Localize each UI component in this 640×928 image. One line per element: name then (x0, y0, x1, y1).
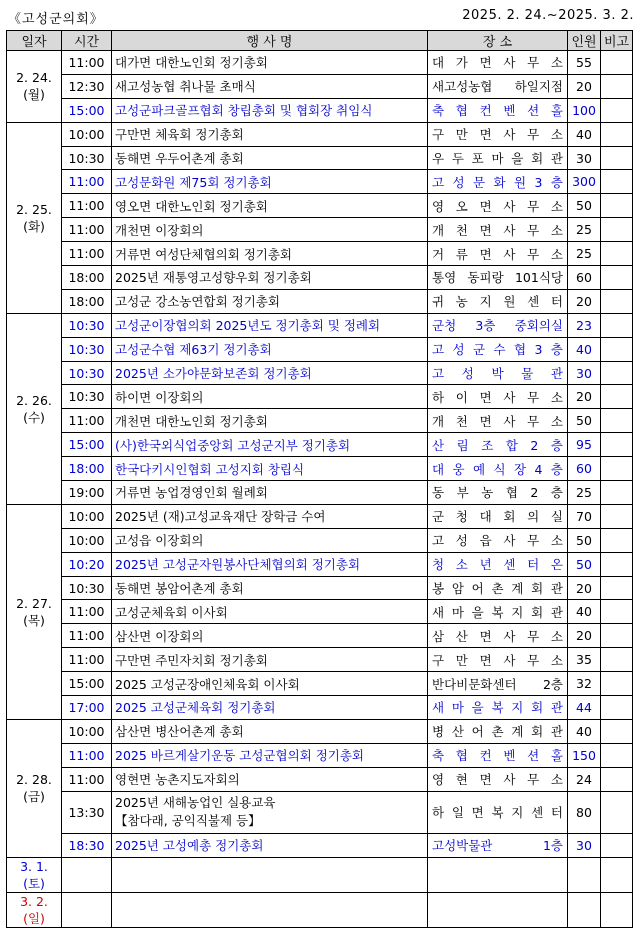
note-cell (601, 194, 633, 218)
place-cell: 삼 산 면 사 무 소 (428, 624, 568, 648)
note-cell (601, 696, 633, 720)
note-cell (601, 74, 633, 98)
table-row (7, 833, 633, 857)
note-cell (601, 743, 633, 767)
event-name-cell: 영오면 대한노인회 정기총회 (112, 194, 428, 218)
time-cell: 10:20 (62, 552, 112, 576)
place-cell: 하 일 면 복 지 센 터 (428, 791, 568, 833)
time-cell: 10:30 (62, 576, 112, 600)
table-row (7, 409, 633, 433)
table-row (7, 361, 633, 385)
attendee-count-cell: 50 (568, 194, 601, 218)
place-cell: 영 현 면 사 무 소 (428, 767, 568, 791)
attendee-count-cell: 30 (568, 146, 601, 170)
table-row (7, 242, 633, 266)
place-cell: 고 성 읍 사 무 소 (428, 528, 568, 552)
place-cell: 새고성농협 하일지점 (428, 74, 568, 98)
place-cell: 개 천 면 사 무 소 (428, 409, 568, 433)
note-cell (601, 409, 633, 433)
table-row (7, 791, 633, 833)
place-cell (428, 892, 568, 927)
time-cell (62, 892, 112, 927)
note-cell (601, 218, 633, 242)
date-cell (7, 51, 62, 123)
col-header-date: 일자 (7, 31, 62, 51)
place-cell: 귀 농 지 원 센 터 (428, 289, 568, 313)
event-name-cell: 고성문화원 제75회 정기총회 (112, 170, 428, 194)
date-label: 2. 28. (16, 772, 52, 788)
attendee-count-cell: 70 (568, 504, 601, 528)
weekday-label: (일) (23, 910, 45, 926)
attendee-count-cell: 30 (568, 361, 601, 385)
attendee-count-cell (568, 892, 601, 927)
time-cell: 10:30 (62, 313, 112, 337)
attendee-count-cell: 35 (568, 648, 601, 672)
time-cell: 10:00 (62, 122, 112, 146)
place-cell: 통영 동피랑 101식당 (428, 266, 568, 290)
table-row (7, 218, 633, 242)
time-cell: 11:00 (62, 218, 112, 242)
place-cell: 구 만 면 사 무 소 (428, 122, 568, 146)
place-cell: 우 두 포 마 을 회 관 (428, 146, 568, 170)
place-cell: 구 만 면 사 무 소 (428, 648, 568, 672)
attendee-count-cell: 40 (568, 600, 601, 624)
place-cell: 산 림 조 합 2 층 (428, 433, 568, 457)
attendee-count-cell: 50 (568, 409, 601, 433)
council-title: 《고성군의회》 (8, 12, 104, 27)
place-cell: 병 산 어 촌 계 회 관 (428, 719, 568, 743)
note-cell (601, 457, 633, 481)
note-cell (601, 857, 633, 892)
time-cell: 19:00 (62, 481, 112, 505)
event-name-cell: 2025 고성군체육회 정기총회 (112, 696, 428, 720)
time-cell: 12:30 (62, 74, 112, 98)
time-cell: 10:00 (62, 528, 112, 552)
event-name-cell: (사)한국외식업중앙회 고성군지부 정기총회 (112, 433, 428, 457)
col-header-place: 장 소 (428, 31, 568, 51)
time-cell: 13:30 (62, 791, 112, 833)
attendee-count-cell: 80 (568, 791, 601, 833)
note-cell (601, 242, 633, 266)
place-cell: 동 부 농 협 2 층 (428, 481, 568, 505)
place-cell: 군 청 대 회 의 실 (428, 504, 568, 528)
place-cell: 대 가 면 사 무 소 (428, 51, 568, 75)
event-name-cell: 한국다키시인협회 고성지회 창립식 (112, 457, 428, 481)
note-cell (601, 266, 633, 290)
place-cell: 고성박물관 1층 (428, 833, 568, 857)
attendee-count-cell: 25 (568, 242, 601, 266)
time-cell: 17:00 (62, 696, 112, 720)
date-cell (7, 857, 62, 892)
event-name-cell: 대가면 대한노인회 정기총회 (112, 51, 428, 75)
place-cell: 개 천 면 사 무 소 (428, 218, 568, 242)
time-cell: 10:00 (62, 504, 112, 528)
time-cell: 10:30 (62, 385, 112, 409)
time-cell: 11:00 (62, 767, 112, 791)
event-name-cell: 거류면 여성단체협의회 정기총회 (112, 242, 428, 266)
attendee-count-cell (568, 857, 601, 892)
col-header-note: 비고 (601, 31, 633, 51)
weekday-label: (금) (23, 789, 45, 805)
note-cell (601, 791, 633, 833)
attendee-count-cell: 25 (568, 481, 601, 505)
event-name-cell: 고성군 강소농연합회 정기총회 (112, 289, 428, 313)
table-row (7, 892, 633, 927)
event-name-cell: 2025년 고성군자원봉사단체협의회 정기총회 (112, 552, 428, 576)
time-cell: 10:00 (62, 719, 112, 743)
table-row (7, 98, 633, 122)
page-header (8, 8, 634, 28)
event-name-cell: 개천면 이장회의 (112, 218, 428, 242)
col-header-count: 인원 (568, 31, 601, 51)
time-cell: 10:30 (62, 146, 112, 170)
table-header-row (7, 31, 633, 51)
date-range: 2025. 2. 24.~2025. 3. 2. (462, 8, 634, 23)
date-cell (7, 719, 62, 857)
date-cell (7, 122, 62, 313)
note-cell (601, 313, 633, 337)
place-cell: 축 협 컨 벤 션 홀 (428, 743, 568, 767)
time-cell: 11:00 (62, 409, 112, 433)
attendee-count-cell: 40 (568, 337, 601, 361)
event-name-line: 2025년 새해농업인 실용교육 (115, 795, 276, 811)
note-cell (601, 576, 633, 600)
note-cell (601, 385, 633, 409)
event-name-cell: 고성군이장협의회 2025년도 정기총회 및 정례회 (112, 313, 428, 337)
note-cell (601, 552, 633, 576)
place-cell: 청 소 년 센 터 온 (428, 552, 568, 576)
table-row (7, 528, 633, 552)
place-cell: 영 오 면 사 무 소 (428, 194, 568, 218)
attendee-count-cell: 24 (568, 767, 601, 791)
time-cell: 18:00 (62, 266, 112, 290)
time-cell: 15:00 (62, 672, 112, 696)
date-label: 2. 25. (16, 201, 52, 217)
place-cell: 고 성 문 화 원 3 층 (428, 170, 568, 194)
event-name-cell: 삼산면 이장회의 (112, 624, 428, 648)
table-row (7, 385, 633, 409)
attendee-count-cell: 20 (568, 74, 601, 98)
place-cell: 대 웅 예 식 장 4 층 (428, 457, 568, 481)
table-row (7, 672, 633, 696)
event-name-cell: 2025년 소가야문화보존회 정기총회 (112, 361, 428, 385)
table-row (7, 481, 633, 505)
time-cell: 11:00 (62, 194, 112, 218)
attendee-count-cell: 40 (568, 122, 601, 146)
event-name-cell (112, 791, 428, 833)
event-name-cell: 2025년 고성예총 정기총회 (112, 833, 428, 857)
place-cell: 거 류 면 사 무 소 (428, 242, 568, 266)
date-cell (7, 892, 62, 927)
place-cell (428, 857, 568, 892)
note-cell (601, 146, 633, 170)
table-row (7, 313, 633, 337)
date-label: 3. 2. (20, 893, 48, 909)
table-row (7, 51, 633, 75)
note-cell (601, 481, 633, 505)
time-cell: 11:00 (62, 743, 112, 767)
time-cell: 10:30 (62, 337, 112, 361)
table-row (7, 266, 633, 290)
date-label: 2. 24. (16, 70, 52, 86)
table-row (7, 743, 633, 767)
attendee-count-cell: 20 (568, 624, 601, 648)
event-name-cell: 삼산면 병산어촌계 총회 (112, 719, 428, 743)
weekday-label: (토) (23, 875, 45, 891)
attendee-count-cell: 55 (568, 51, 601, 75)
event-name-cell (112, 857, 428, 892)
table-row (7, 146, 633, 170)
table-row (7, 648, 633, 672)
note-cell (601, 51, 633, 75)
attendee-count-cell: 23 (568, 313, 601, 337)
note-cell (601, 600, 633, 624)
schedule-table (6, 30, 633, 928)
attendee-count-cell: 60 (568, 457, 601, 481)
attendee-count-cell: 44 (568, 696, 601, 720)
table-row (7, 289, 633, 313)
event-name-cell: 동해면 우두어촌계 총회 (112, 146, 428, 170)
note-cell (601, 361, 633, 385)
attendee-count-cell: 60 (568, 266, 601, 290)
event-name-cell: 개천면 대한노인회 정기총회 (112, 409, 428, 433)
time-cell (62, 857, 112, 892)
weekday-label: (화) (23, 218, 45, 234)
time-cell: 18:00 (62, 457, 112, 481)
date-cell (7, 313, 62, 504)
table-row (7, 170, 633, 194)
time-cell: 11:00 (62, 648, 112, 672)
attendee-count-cell: 150 (568, 743, 601, 767)
attendee-count-cell: 30 (568, 833, 601, 857)
table-row (7, 457, 633, 481)
note-cell (601, 892, 633, 927)
time-cell: 10:30 (62, 361, 112, 385)
note-cell (601, 504, 633, 528)
table-row (7, 433, 633, 457)
place-cell: 군청 3층 중회의실 (428, 313, 568, 337)
table-row (7, 552, 633, 576)
col-header-event: 행 사 명 (112, 31, 428, 51)
place-cell: 축 협 컨 벤 션 홀 (428, 98, 568, 122)
date-label: 2. 26. (16, 392, 52, 408)
event-name-cell: 고성군수협 제63기 정기총회 (112, 337, 428, 361)
event-name-cell: 거류면 농업경영인회 월례회 (112, 481, 428, 505)
note-cell (601, 767, 633, 791)
table-row (7, 857, 633, 892)
event-name-cell: 고성읍 이장회의 (112, 528, 428, 552)
time-cell: 11:00 (62, 242, 112, 266)
time-cell: 11:00 (62, 600, 112, 624)
note-cell (601, 433, 633, 457)
col-header-time: 시간 (62, 31, 112, 51)
time-cell: 11:00 (62, 624, 112, 648)
attendee-count-cell: 95 (568, 433, 601, 457)
date-label: 2. 27. (16, 595, 52, 611)
time-cell: 11:00 (62, 51, 112, 75)
note-cell (601, 122, 633, 146)
event-name-cell: 새고성농협 취나물 초매식 (112, 74, 428, 98)
event-name-cell: 구만면 체육회 정기총회 (112, 122, 428, 146)
attendee-count-cell: 300 (568, 170, 601, 194)
time-cell: 15:00 (62, 98, 112, 122)
attendee-count-cell: 50 (568, 528, 601, 552)
table-row (7, 504, 633, 528)
place-cell: 새 마 을 복 지 회 관 (428, 696, 568, 720)
table-row (7, 74, 633, 98)
note-cell (601, 624, 633, 648)
event-name-cell: 동해면 봉암어촌계 총회 (112, 576, 428, 600)
table-row (7, 719, 633, 743)
note-cell (601, 833, 633, 857)
attendee-count-cell: 100 (568, 98, 601, 122)
event-name-cell: 2025년 (재)고성교육재단 장학금 수여 (112, 504, 428, 528)
table-row (7, 122, 633, 146)
time-cell: 18:00 (62, 289, 112, 313)
event-name-cell: 고성군체육회 이사회 (112, 600, 428, 624)
note-cell (601, 672, 633, 696)
time-cell: 15:00 (62, 433, 112, 457)
attendee-count-cell: 20 (568, 576, 601, 600)
weekday-label: (목) (23, 612, 45, 628)
attendee-count-cell: 25 (568, 218, 601, 242)
event-name-cell: 구만면 주민자치회 정기총회 (112, 648, 428, 672)
event-name-cell: 2025 바르게살기운동 고성군협의회 정기총회 (112, 743, 428, 767)
table-row (7, 600, 633, 624)
note-cell (601, 719, 633, 743)
attendee-count-cell: 50 (568, 552, 601, 576)
time-cell: 11:00 (62, 170, 112, 194)
attendee-count-cell: 32 (568, 672, 601, 696)
time-cell: 18:30 (62, 833, 112, 857)
attendee-count-cell: 20 (568, 289, 601, 313)
note-cell (601, 528, 633, 552)
event-name-cell: 2025 고성군장애인체육회 이사회 (112, 672, 428, 696)
event-name-cell: 2025년 재통영고성향우회 정기총회 (112, 266, 428, 290)
event-name-subline: 【참다래, 공익직불제 등】 (115, 813, 261, 829)
note-cell (601, 289, 633, 313)
attendee-count-cell: 20 (568, 385, 601, 409)
note-cell (601, 170, 633, 194)
note-cell (601, 337, 633, 361)
weekday-label: (월) (23, 87, 45, 103)
event-name-cell: 영현면 농촌지도자회의 (112, 767, 428, 791)
table-row (7, 576, 633, 600)
place-cell: 새 마 을 복 지 회 관 (428, 600, 568, 624)
place-cell: 반다비문화센터 2층 (428, 672, 568, 696)
table-row (7, 696, 633, 720)
event-name-cell: 고성군파크골프협회 창립총회 및 협회장 취임식 (112, 98, 428, 122)
place-cell: 하 이 면 사 무 소 (428, 385, 568, 409)
attendee-count-cell: 40 (568, 719, 601, 743)
date-label: 3. 1. (20, 858, 48, 874)
table-row (7, 194, 633, 218)
date-cell (7, 504, 62, 719)
note-cell (601, 648, 633, 672)
place-cell: 고 성 군 수 협 3 층 (428, 337, 568, 361)
note-cell (601, 98, 633, 122)
place-cell: 고 성 박 물 관 (428, 361, 568, 385)
place-cell: 봉 암 어 촌 계 회 관 (428, 576, 568, 600)
table-row (7, 337, 633, 361)
table-row (7, 624, 633, 648)
weekday-label: (수) (23, 409, 45, 425)
event-name-cell: 하이면 이장회의 (112, 385, 428, 409)
table-row (7, 767, 633, 791)
event-name-cell (112, 892, 428, 927)
